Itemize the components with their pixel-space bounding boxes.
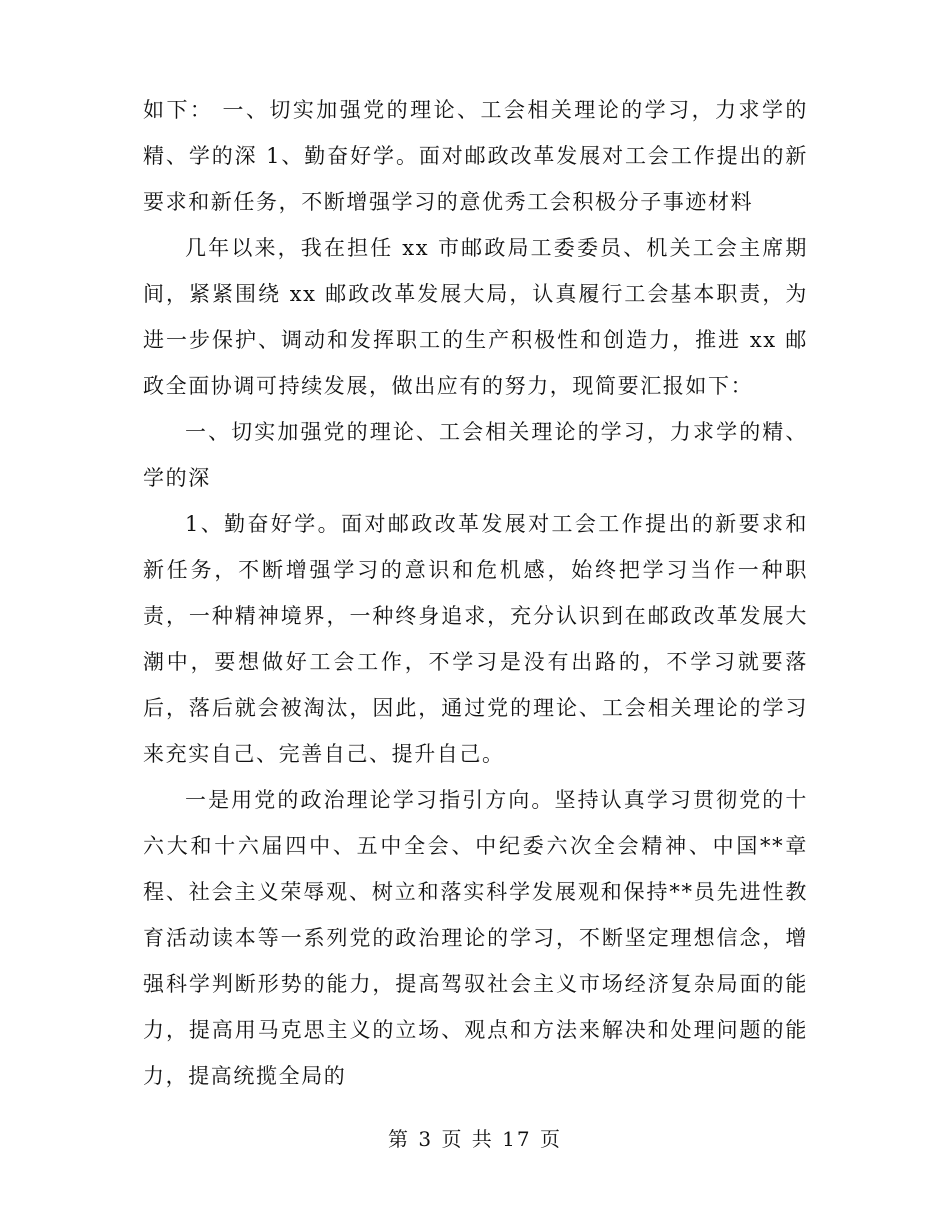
document-body bbox=[143, 87, 808, 1099]
paragraph-study-diligently: 1、勤奋好学。面对邮政改革发展对工会工作提出的新要求和新任务，不断增强学习的意识和危机感，始终把学习当作一种职责，一种精神境界，一种终身追求，充分认识到在邮政改革发展大潮中，要想做好工会工作，不学习是没有出路的，不学习就要落后，落后就会被淘汰，因此，通过党的理论、工会相关理论的学习来充实自己、完善自己、提升自己。 bbox=[143, 512, 808, 766]
page-number-footer: 第 3 页 共 17 页 bbox=[388, 1127, 562, 1151]
paragraph-overview: 几年以来，我在担任 xx 市邮政局工委委员、机关工会主席期间，紧紧围绕 xx 邮政改革发展大局，认真履行工会基本职责，为进一步保护、调动和发挥职工的生产积极性和创造力，推进 xx 邮政全面协调可持续发展，做出应有的努力，现简要汇报如下： bbox=[143, 236, 808, 398]
paragraph-intro-fragment: 如下： 一、切实加强党的理论、工会相关理论的学习，力求学的精、学的深 1、勤奋好学。面对邮政改革发展对工会工作提出的新要求和新任务，不断增强学习的意优秀工会积极分子事迹材料 bbox=[143, 98, 808, 214]
paragraph-political-theory: 一是用党的政治理论学习指引方向。坚持认真学习贯彻党的十六大和十六届四中、五中全会、中纪委六次全会精神、中国**章程、社会主义荣辱观、树立和落实科学发展观和保持**员先进性教育活动读本等一系列党的政治理论的学习，不断坚定理想信念，增强科学判断形势的能力，提高驾驭社会主义市场经济复杂局面的能力，提高用马克思主义的立场、观点和方法来解决和处理问题的能力，提高统揽全局的 bbox=[143, 788, 808, 1088]
paragraph-section-heading: 一、切实加强党的理论、工会相关理论的学习，力求学的精、学的深 bbox=[143, 420, 808, 490]
